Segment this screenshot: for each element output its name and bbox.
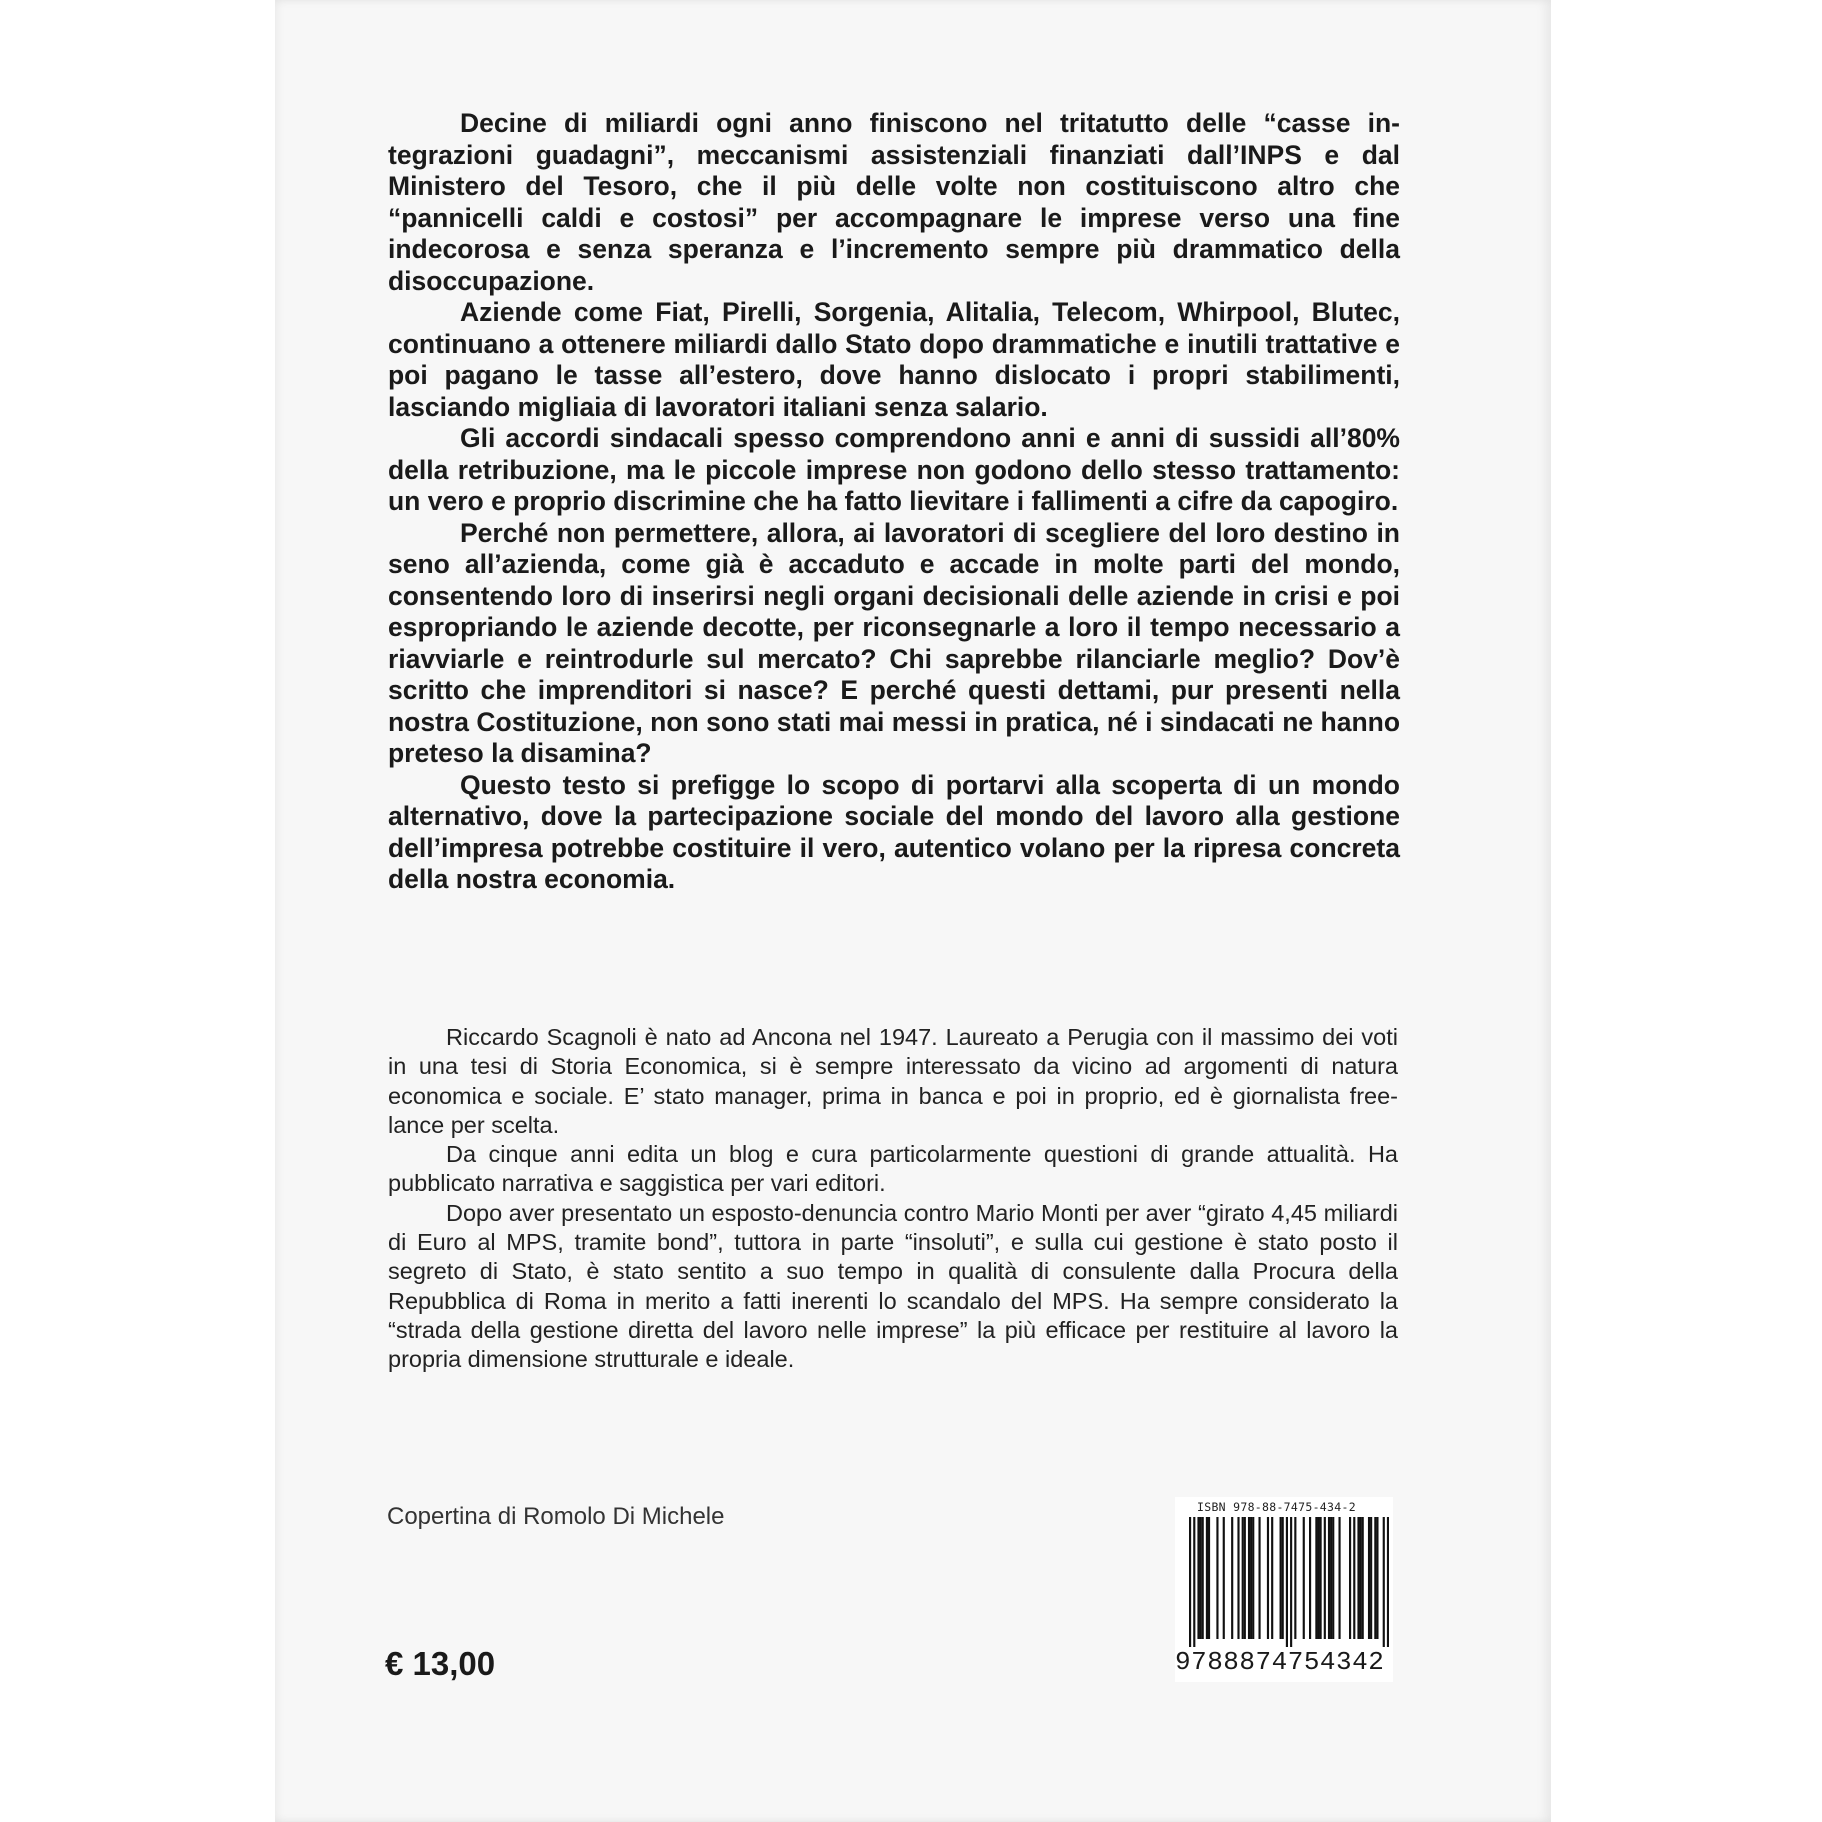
blurb-text [388, 108, 1400, 896]
barcode-bar [1353, 1517, 1355, 1639]
barcode-bar [1290, 1517, 1292, 1647]
isbn-label: ISBN 978-88-7475-434-2 [1197, 1500, 1356, 1514]
barcode-bar [1332, 1517, 1334, 1639]
author-bio [388, 1023, 1398, 1375]
barcode-bar [1330, 1517, 1332, 1639]
barcode-bar [1338, 1517, 1340, 1639]
barcode-bars [1189, 1517, 1389, 1647]
barcode-bar [1362, 1517, 1364, 1639]
barcode-bar [1387, 1517, 1389, 1647]
barcode-bar [1280, 1517, 1282, 1639]
barcode-bar [1208, 1517, 1210, 1639]
barcode-bar [1286, 1517, 1288, 1647]
barcode-bar [1237, 1517, 1239, 1639]
blurb-paragraph: Decine di miliardi ogni anno finiscono nel tritatutto delle “casse integrazioni guadagni”, meccanismi assistenziali finanziati dall’INPS e dal Ministero del Tesoro, che il più delle volte non costituiscono altro che “pannicelli caldi e costosi” per accompagnare le imprese verso una fine indecorosa e senza speranza e l’incremento sempre più drammatico della disoccupazione. [388, 108, 1400, 296]
bio-paragraph: Riccardo Scagnoli è nato ad Ancona nel 1947. Laureato a Perugia con il massimo dei voti in una tesi di Storia Economica, si è sempre interessato da vicino ad argomenti di natura economica e sociale. E’ stato manager, prima in banca e poi in proprio, ed è giornalista free-lance per scelta. [388, 1024, 1398, 1138]
barcode-bar [1294, 1517, 1296, 1639]
blurb-paragraph: Aziende come Fiat, Pirelli, Sorgenia, Alitalia, Telecom, Whirpool, Blutec, continuano a ottenere miliardi dallo Stato dopo drammatiche e inutili trattative e poi pagano le tasse all’estero, dove hanno dislocato i propri stabilimenti, lasciando migliaia di lavoratori italiani senza salario. [388, 297, 1400, 422]
ean-digits: 9788874754342 [1175, 1647, 1385, 1677]
barcode-bar [1242, 1517, 1244, 1639]
barcode-bar [1202, 1517, 1204, 1639]
barcode-bar [1200, 1517, 1202, 1639]
barcode-bar [1197, 1517, 1199, 1639]
bio-paragraph: Dopo aver presentato un esposto-denuncia contro Mario Monti per aver “girato 4,45 miliardi di Euro al MPS, tramite bond”, tuttora in parte “insoluti”, e sulla cui gestione è stato posto il segreto di Stato, è stato sentito a suo tempo in qualità di consulente dalla Procura della Repubblica di Roma in merito a fatti inerenti lo scandalo del MPS. Ha sempre considerato la “strada della gestione diretta del lavoro nelle imprese” la più efficace per restituire al lavoro la propria dimensione strutturale e ideale. [388, 1199, 1398, 1373]
barcode-bar [1248, 1517, 1250, 1639]
barcode-bar [1383, 1517, 1385, 1647]
blurb-paragraph: Questo testo si prefigge lo scopo di portarvi alla scoperta di un mondo alternativo, dove la partecipazione sociale del mondo del lavoro alla gestione dell’impresa potrebbe costituire il vero, autentico volano per la ripresa concreta della nostra economia. [388, 769, 1400, 894]
isbn-barcode [1175, 1497, 1393, 1682]
cover-credit: Copertina di Romolo Di Michele [387, 1503, 725, 1530]
barcode-bar [1357, 1517, 1359, 1639]
barcode-bar [1206, 1517, 1208, 1639]
barcode-bar [1368, 1517, 1370, 1639]
barcode-bar [1267, 1517, 1269, 1639]
barcode-bar [1324, 1517, 1326, 1639]
barcode-bar [1376, 1517, 1378, 1639]
barcode-bar [1282, 1517, 1284, 1639]
barcode-bar [1370, 1517, 1372, 1639]
barcode-bar [1252, 1517, 1254, 1639]
barcode-bar [1223, 1517, 1225, 1639]
blurb-paragraph: Gli accordi sindacali spesso comprendono anni e anni di sussidi all’80% della retribuzione, ma le piccole imprese non godono dello stesso trattamento: un vero e proprio discrimine che ha fatto lievitare i fallimenti a cifre da capogiro. [388, 423, 1400, 516]
barcode-bar [1315, 1517, 1317, 1639]
barcode-bar [1189, 1517, 1191, 1647]
barcode-bar [1320, 1517, 1322, 1639]
barcode-bar [1317, 1517, 1319, 1639]
bio-paragraph: Da cinque anni edita un blog e cura particolarmente questioni di grande attualità. Ha pubblicato narrativa e saggistica per vari editori. [388, 1141, 1398, 1197]
barcode-bar [1271, 1517, 1273, 1639]
barcode-bar [1258, 1517, 1260, 1639]
barcode-bar [1231, 1517, 1233, 1639]
barcode-bar [1303, 1517, 1305, 1639]
blurb-paragraph: Perché non permettere, allora, ai lavoratori di scegliere del loro destino in seno all’azienda, come già è accaduto e accade in molte parti del mondo, consentendo loro di inserirsi negli organi decisionali delle aziende in crisi e poi espropriando le aziende decotte, per riconsegnarle a loro il tempo necessario a riavviarle e reintrodurle sul mercato? Chi saprebbe rilanciarle meglio? Dov’è scritto che imprenditori si nasce? E perché questi dettami, pur presenti nella nostra Costituzione, non sono stati mai messi in pratica, né i sindacati ne hanno preteso la disamina? [388, 517, 1400, 768]
barcode-bar [1328, 1517, 1330, 1639]
barcode-bar [1216, 1517, 1218, 1639]
barcode-bar [1360, 1517, 1362, 1639]
price-label: € 13,00 [385, 1645, 496, 1682]
barcode-bar [1309, 1517, 1311, 1639]
barcode-bar [1193, 1517, 1195, 1647]
barcode-bar [1349, 1517, 1351, 1639]
barcode-bar [1250, 1517, 1252, 1639]
barcode-bar [1374, 1517, 1376, 1639]
barcode-bar [1244, 1517, 1246, 1639]
